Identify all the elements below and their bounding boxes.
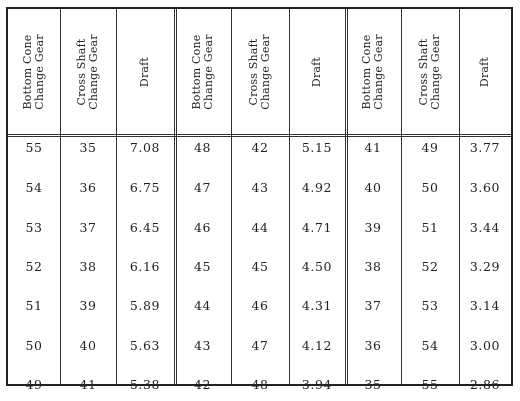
table-cell: 46 — [193, 220, 212, 235]
table-cell: 47 — [193, 180, 212, 195]
table-cell: 49 — [421, 140, 439, 155]
column-header-label: Cross Shaft Change Gear — [417, 33, 443, 110]
table-cell: 52 — [421, 259, 439, 274]
table-cell: 4.12 — [301, 338, 333, 353]
table-cell: 38 — [364, 259, 382, 274]
table-cell: 38 — [79, 259, 97, 274]
table-cell: 7.08 — [129, 140, 161, 155]
column-header-label: Bottom Cone Change Gear — [189, 33, 215, 110]
column-header — [289, 9, 345, 134]
table-cell: 6.75 — [129, 180, 161, 195]
table-cell: 48 — [193, 140, 212, 155]
column-header — [8, 9, 60, 134]
table-cell: 4.71 — [301, 220, 333, 235]
table-cell: 48 — [251, 377, 269, 392]
table-cell: 44 — [193, 298, 212, 313]
table-cell: 51 — [421, 220, 439, 235]
table-cell: 41 — [79, 377, 97, 392]
column-header-label: Cross Shaft Change Gear — [247, 33, 273, 110]
table-cell: 55 — [421, 377, 439, 392]
table-cell: 3.44 — [469, 220, 501, 235]
column-header — [401, 9, 459, 134]
table-cell: 42 — [251, 140, 269, 155]
table-cell: 2.86 — [469, 377, 501, 392]
table-cell: 4.92 — [301, 180, 333, 195]
column-header — [60, 9, 116, 134]
table-cell: 45 — [251, 259, 269, 274]
column-header-label: Bottom Cone Change Gear — [360, 33, 386, 110]
table-cell: 45 — [193, 259, 212, 274]
table-cell: 42 — [193, 377, 212, 392]
column-header — [459, 9, 511, 134]
table-cell: 40 — [364, 180, 382, 195]
table-cell: 50 — [25, 338, 43, 353]
table-cell: 5.38 — [129, 377, 161, 392]
table-cell: 3.14 — [469, 298, 501, 313]
table-cell: 41 — [364, 140, 382, 155]
table-cell: 37 — [79, 220, 97, 235]
table-cell: 43 — [193, 338, 212, 353]
table-cell: 46 — [251, 298, 269, 313]
table-cell: 36 — [79, 180, 97, 195]
column-header — [174, 9, 231, 134]
table-cell: 35 — [79, 140, 97, 155]
table-cell: 53 — [25, 220, 43, 235]
table-cell: 5.15 — [301, 140, 333, 155]
column-header — [116, 9, 174, 134]
table-cell: 6.45 — [129, 220, 161, 235]
column-header-label: Cross Shaft Change Gear — [75, 33, 101, 110]
table-cell: 35 — [364, 377, 382, 392]
table-cell: 36 — [364, 338, 382, 353]
column-header-label: Bottom Cone Change Gear — [21, 33, 47, 110]
table-cell: 4.50 — [301, 259, 333, 274]
table-cell: 51 — [25, 298, 43, 313]
table-cell: 5.63 — [129, 338, 161, 353]
table-cell: 54 — [421, 338, 439, 353]
table-cell: 49 — [25, 377, 43, 392]
table-cell: 40 — [79, 338, 97, 353]
table-cell: 37 — [364, 298, 382, 313]
column-header-label: Draft — [477, 56, 491, 87]
table-cell: 39 — [364, 220, 382, 235]
table-cell: 43 — [251, 180, 269, 195]
table-cell: 44 — [251, 220, 269, 235]
table-cell: 3.94 — [301, 377, 333, 392]
table-cell: 47 — [251, 338, 269, 353]
table-cell: 3.77 — [469, 140, 501, 155]
table-cell: 3.00 — [469, 338, 501, 353]
table-cell: 50 — [421, 180, 439, 195]
table-cell: 54 — [25, 180, 43, 195]
column-header — [231, 9, 289, 134]
table-cell: 4.31 — [301, 298, 333, 313]
column-header — [345, 9, 401, 134]
gear-draft-table — [6, 7, 513, 392]
column-header-label: Draft — [309, 56, 323, 87]
table-cell: 3.29 — [469, 259, 501, 274]
table-cell: 53 — [421, 298, 439, 313]
table-cell: 52 — [25, 259, 43, 274]
table-cell: 5.89 — [129, 298, 161, 313]
table-cell: 39 — [79, 298, 97, 313]
table-cell: 3.60 — [469, 180, 501, 195]
column-header-label: Draft — [137, 56, 151, 87]
table-cell: 55 — [25, 140, 43, 155]
table-cell: 6.16 — [129, 259, 161, 274]
